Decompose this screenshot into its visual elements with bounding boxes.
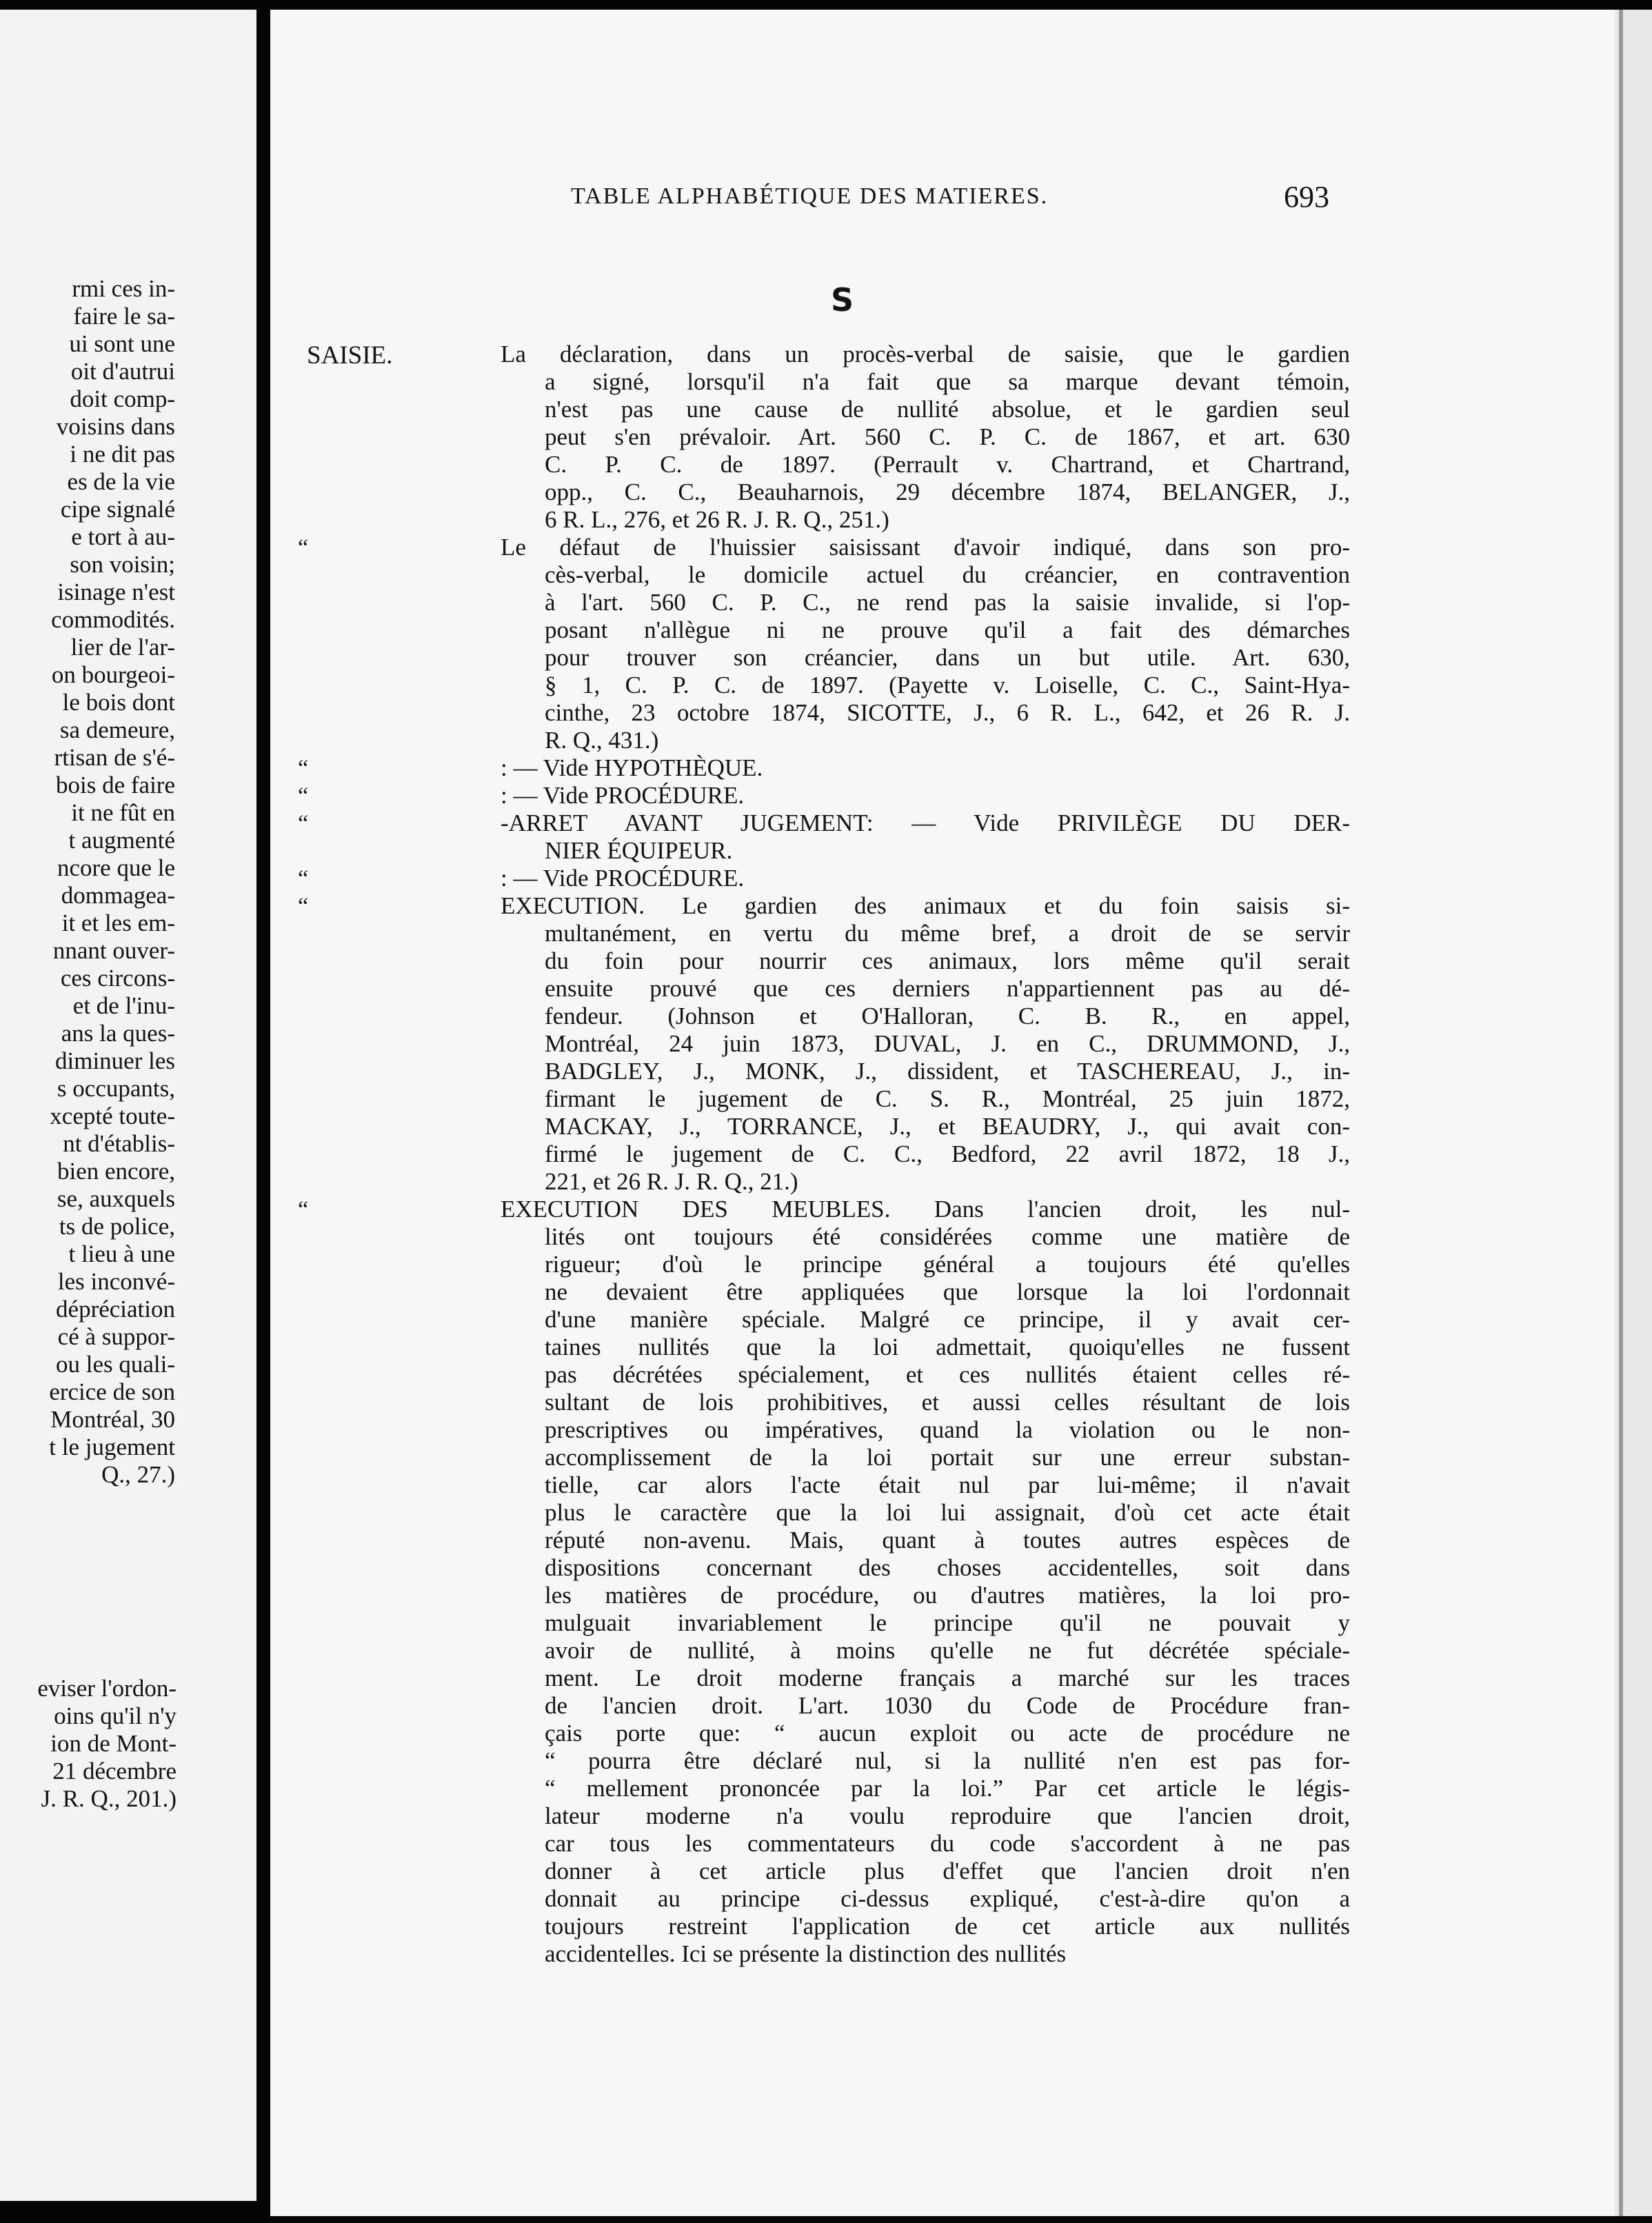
entry-line: ensuite prouvé que ces derniers n'appartiennent pas au dé- <box>545 975 1350 1002</box>
entry-line: d'une manière spéciale. Malgré ce principe, il y avait cer- <box>545 1306 1350 1333</box>
entry-line: EXECUTION DES MEUBLES. Dans l'ancien droit, les nul- <box>501 1196 1350 1223</box>
entry-line: accidentelles. Ici se présente la distinction des nullités <box>545 1940 1067 1967</box>
entry-line: MACKAY, J., TORRANCE, J., et BEAUDRY, J., qui avait con- <box>545 1113 1350 1140</box>
entry-line: ment. Le droit moderne français a marché sur les traces <box>545 1664 1350 1691</box>
entry-line: : — Vide PROCÉDURE. <box>501 782 745 809</box>
entry-line: car tous les commentateurs du code s'accordent à ne pas <box>545 1830 1350 1857</box>
left-page-line: faire le sa- <box>73 303 175 330</box>
entry-line: plus le caractère que la loi lui assignait, d'où cet acte était <box>545 1499 1350 1526</box>
entry-line: taines nullités que la loi admettait, quoiqu'elles ne fussent <box>545 1334 1350 1360</box>
entry-line: sultant de lois prohibitives, et aussi celles résultant de lois <box>545 1389 1350 1416</box>
entry-line: a signé, lorsqu'il n'a fait que sa marque devant témoin, <box>545 368 1350 395</box>
ditto-mark: “ <box>298 811 309 836</box>
entry-line: cès-verbal, le domicile actuel du créancier, en contravention <box>545 561 1350 588</box>
left-page-line: les inconvé- <box>57 1268 175 1295</box>
left-page-line: it ne fût en <box>71 799 175 826</box>
entry-line: NIER ÉQUIPEUR. <box>545 837 733 864</box>
ditto-mark: “ <box>298 1197 309 1223</box>
left-page-line: ans la ques- <box>61 1020 175 1047</box>
entry-line: 221, et 26 R. J. R. Q., 21.) <box>545 1168 798 1195</box>
entry-line: lateur moderne n'a voulu reproduire que l'ancien droit, <box>545 1802 1350 1829</box>
entry-line: de l'ancien droit. L'art. 1030 du Code de Procédure fran- <box>545 1692 1350 1719</box>
entry-line: donner à cet article plus d'effet que l'ancien droit n'en <box>545 1858 1350 1884</box>
left-page-line: dépréciation <box>56 1296 175 1322</box>
page-header <box>303 179 1338 221</box>
entry-line: peut s'en prévaloir. Art. 560 C. P. C. de 1867, et art. 630 <box>545 423 1350 450</box>
left-page-line: es de la vie <box>67 468 175 495</box>
left-facing-page <box>0 10 256 2201</box>
entry-line: “ mellement prononcée par la loi.” Par cet article le légis- <box>545 1775 1350 1802</box>
left-page-line: dommagea- <box>61 882 175 909</box>
entry-line: toujours restreint l'application de cet article aux nullités <box>545 1913 1350 1940</box>
entry-line: cinthe, 23 octobre 1874, SICOTTE, J., 6 R. L., 642, et 26 R. J. <box>545 699 1350 726</box>
left-page-line: 21 décembre <box>52 1758 177 1784</box>
left-page-line: ncore que le <box>57 854 175 881</box>
left-page-text-lower <box>0 1675 177 1813</box>
left-page-line: sa demeure, <box>59 716 175 743</box>
left-page-line: t lieu à une <box>68 1240 175 1267</box>
left-page-line: xcepté toute- <box>50 1103 175 1129</box>
page-edge-shadow <box>1619 10 1623 2216</box>
entry-line: lités ont toujours été considérées comme une matière de <box>545 1223 1350 1250</box>
left-page-line: t augmenté <box>68 827 175 854</box>
left-page-line: oit d'autrui <box>70 358 175 385</box>
entry-line: ne devaient être appliquées que lorsque la loi l'ordonnait <box>545 1278 1350 1305</box>
left-page-line: nnant ouver- <box>52 937 175 964</box>
index-entry <box>298 534 1350 754</box>
left-page-line: ercice de son <box>49 1378 175 1405</box>
entry-line: § 1, C. P. C. de 1897. (Payette v. Loiselle, C. C., Saint-Hya- <box>545 672 1350 698</box>
left-page-line: rtisan de s'é- <box>54 744 175 771</box>
entry-line: çais porte que: “ aucun exploit ou acte de procédure ne <box>545 1720 1350 1747</box>
left-page-line: ui sont une <box>69 330 175 357</box>
letter-heading: S <box>831 281 854 319</box>
left-page-line: ou les quali- <box>55 1351 175 1378</box>
index-entry <box>298 865 1329 892</box>
entry-line: firmant le jugement de C. S. R., Montréal, 25 juin 1872, <box>545 1085 1350 1112</box>
left-page-line: Q., 27.) <box>101 1461 175 1488</box>
left-page-line: e tort à au- <box>71 523 175 550</box>
entry-line: avoir de nullité, à moins qu'elle ne fut décrétée spéciale- <box>545 1637 1350 1664</box>
entry-line: réputé non-avenu. Mais, quant à toutes autres espèces de <box>545 1527 1350 1553</box>
left-page-line: lier de l'ar- <box>70 634 175 661</box>
entry-line: Le défaut de l'huissier saisissant d'avoir indiqué, dans son pro- <box>501 534 1350 561</box>
left-page-line: oins qu'il n'y <box>54 1702 177 1729</box>
left-page-line: i ne dit pas <box>70 441 175 467</box>
left-page-line: bois de faire <box>56 772 175 798</box>
left-page-line: bien encore, <box>57 1158 175 1185</box>
left-page-line: le bois dont <box>62 689 175 716</box>
left-page-line: eviser l'ordon- <box>37 1675 177 1702</box>
entry-line: donnait au principe ci-dessus expliqué, c'est-à-dire qu'on a <box>545 1885 1350 1912</box>
entry-line: C. P. C. de 1897. (Perrault v. Chartrand, et Chartrand, <box>545 451 1350 478</box>
left-page-line: nt d'établis- <box>63 1130 175 1157</box>
entry-line: multanément, en vertu du même bref, a droit de se servir <box>545 920 1350 947</box>
index-entry <box>298 892 1350 1196</box>
left-page-line: voisins dans <box>56 413 175 440</box>
entry-line: mulguait invariablement le principe qu'il ne pouvait y <box>545 1609 1350 1636</box>
left-page-line: cipe signalé <box>60 496 175 523</box>
entry-line: fendeur. (Johnson et O'Halloran, C. B. R., en appel, <box>545 1003 1350 1029</box>
left-page-line: Montréal, 30 <box>50 1406 175 1433</box>
entry-line: dispositions concernant des choses accidentelles, soit dans <box>545 1554 1350 1581</box>
entry-line: les matières de procédure, ou d'autres matières, la loi pro- <box>545 1582 1350 1609</box>
entry-line: tielle, car alors l'acte était nul par lui-même; il n'avait <box>545 1471 1350 1498</box>
index-entry <box>298 782 1329 809</box>
left-page-line: on bourgeoi- <box>51 661 175 688</box>
left-page-line: se, auxquels <box>57 1185 175 1212</box>
left-page-line: it et les em- <box>61 909 175 936</box>
left-page-line: cé à suppor- <box>57 1323 175 1350</box>
left-page-line: ts de police, <box>59 1213 175 1240</box>
index-entries <box>298 341 1350 1968</box>
entry-line: : — Vide PROCÉDURE. <box>501 865 745 892</box>
left-page-line: commodités. <box>51 606 175 633</box>
entry-line: R. Q., 431.) <box>545 727 659 754</box>
entry-line: pas décrétées spécialement, et ces nullités étaient celles ré- <box>545 1361 1350 1388</box>
left-page-line: isinage n'est <box>57 579 175 605</box>
index-entry <box>307 341 1350 534</box>
left-page-line: J. R. Q., 201.) <box>41 1785 177 1812</box>
left-page-text-upper <box>0 275 175 1489</box>
ditto-mark: “ <box>298 866 309 892</box>
entry-line: posant n'allègue ni ne prouve qu'il a fait des démarches <box>545 616 1350 643</box>
entry-headword: SAISIE. <box>307 341 393 370</box>
running-title: TABLE ALPHABÉTIQUE DES MATIERES. <box>571 183 1049 209</box>
index-entry <box>298 754 1329 782</box>
entry-line: rigueur; d'où le principe général a toujours été qu'elles <box>545 1251 1350 1278</box>
ditto-mark: “ <box>298 783 309 809</box>
left-page-line: ion de Mont- <box>50 1730 177 1757</box>
left-page-line: rmi ces in- <box>72 275 175 302</box>
left-page-line: son voisin; <box>70 551 175 578</box>
index-entry <box>298 809 1350 865</box>
entry-line: “ pourra être déclaré nul, si la nullité n'en est pas for- <box>545 1747 1350 1774</box>
entry-line: La déclaration, dans un procès-verbal de saisie, que le gardien <box>501 341 1350 368</box>
entry-line: : — Vide HYPOTHÈQUE. <box>501 754 763 781</box>
left-page-line: et de l'inu- <box>72 992 175 1019</box>
entry-line: EXECUTION. Le gardien des animaux et du foin saisis si- <box>501 892 1350 919</box>
left-page-line: diminuer les <box>55 1047 175 1074</box>
left-page-line: t le jugement <box>49 1434 175 1460</box>
ditto-mark: “ <box>298 535 309 561</box>
left-page-line: ces circons- <box>60 965 175 992</box>
entry-line: -ARRET AVANT JUGEMENT: — Vide PRIVILÈGE DU DER- <box>501 809 1350 836</box>
ditto-mark: “ <box>298 756 309 781</box>
entry-line: firmé le jugement de C. C., Bedford, 22 avril 1872, 18 J., <box>545 1140 1350 1167</box>
left-page-line: s occupants, <box>57 1075 175 1102</box>
index-entry <box>298 1196 1350 1968</box>
entry-line: du foin pour nourrir ces animaux, lors même qu'il serait <box>545 947 1350 974</box>
entry-line: pour trouver son créancier, dans un but utile. Art. 630, <box>545 644 1350 671</box>
entry-line: prescriptives ou impératives, quand la violation ou le non- <box>545 1416 1350 1443</box>
left-page-line: doit comp- <box>70 385 175 412</box>
entry-line: opp., C. C., Beauharnois, 29 décembre 1874, BELANGER, J., <box>545 479 1350 505</box>
entry-line: à l'art. 560 C. P. C., ne rend pas la saisie invalide, si l'op- <box>545 589 1350 616</box>
entry-line: Montréal, 24 juin 1873, DUVAL, J. en C., DRUMMOND, J., <box>545 1030 1350 1057</box>
entry-line: BADGLEY, J., MONK, J., dissident, et TASCHEREAU, J., in- <box>545 1058 1350 1085</box>
page-number: 693 <box>1284 180 1329 214</box>
ditto-mark: “ <box>298 894 309 919</box>
entry-line: accomplissement de la loi portait sur une erreur substan- <box>545 1444 1350 1471</box>
entry-line: 6 R. L., 276, et 26 R. J. R. Q., 251.) <box>545 506 889 533</box>
entry-line: n'est pas une cause de nullité absolue, et le gardien seul <box>545 396 1350 423</box>
